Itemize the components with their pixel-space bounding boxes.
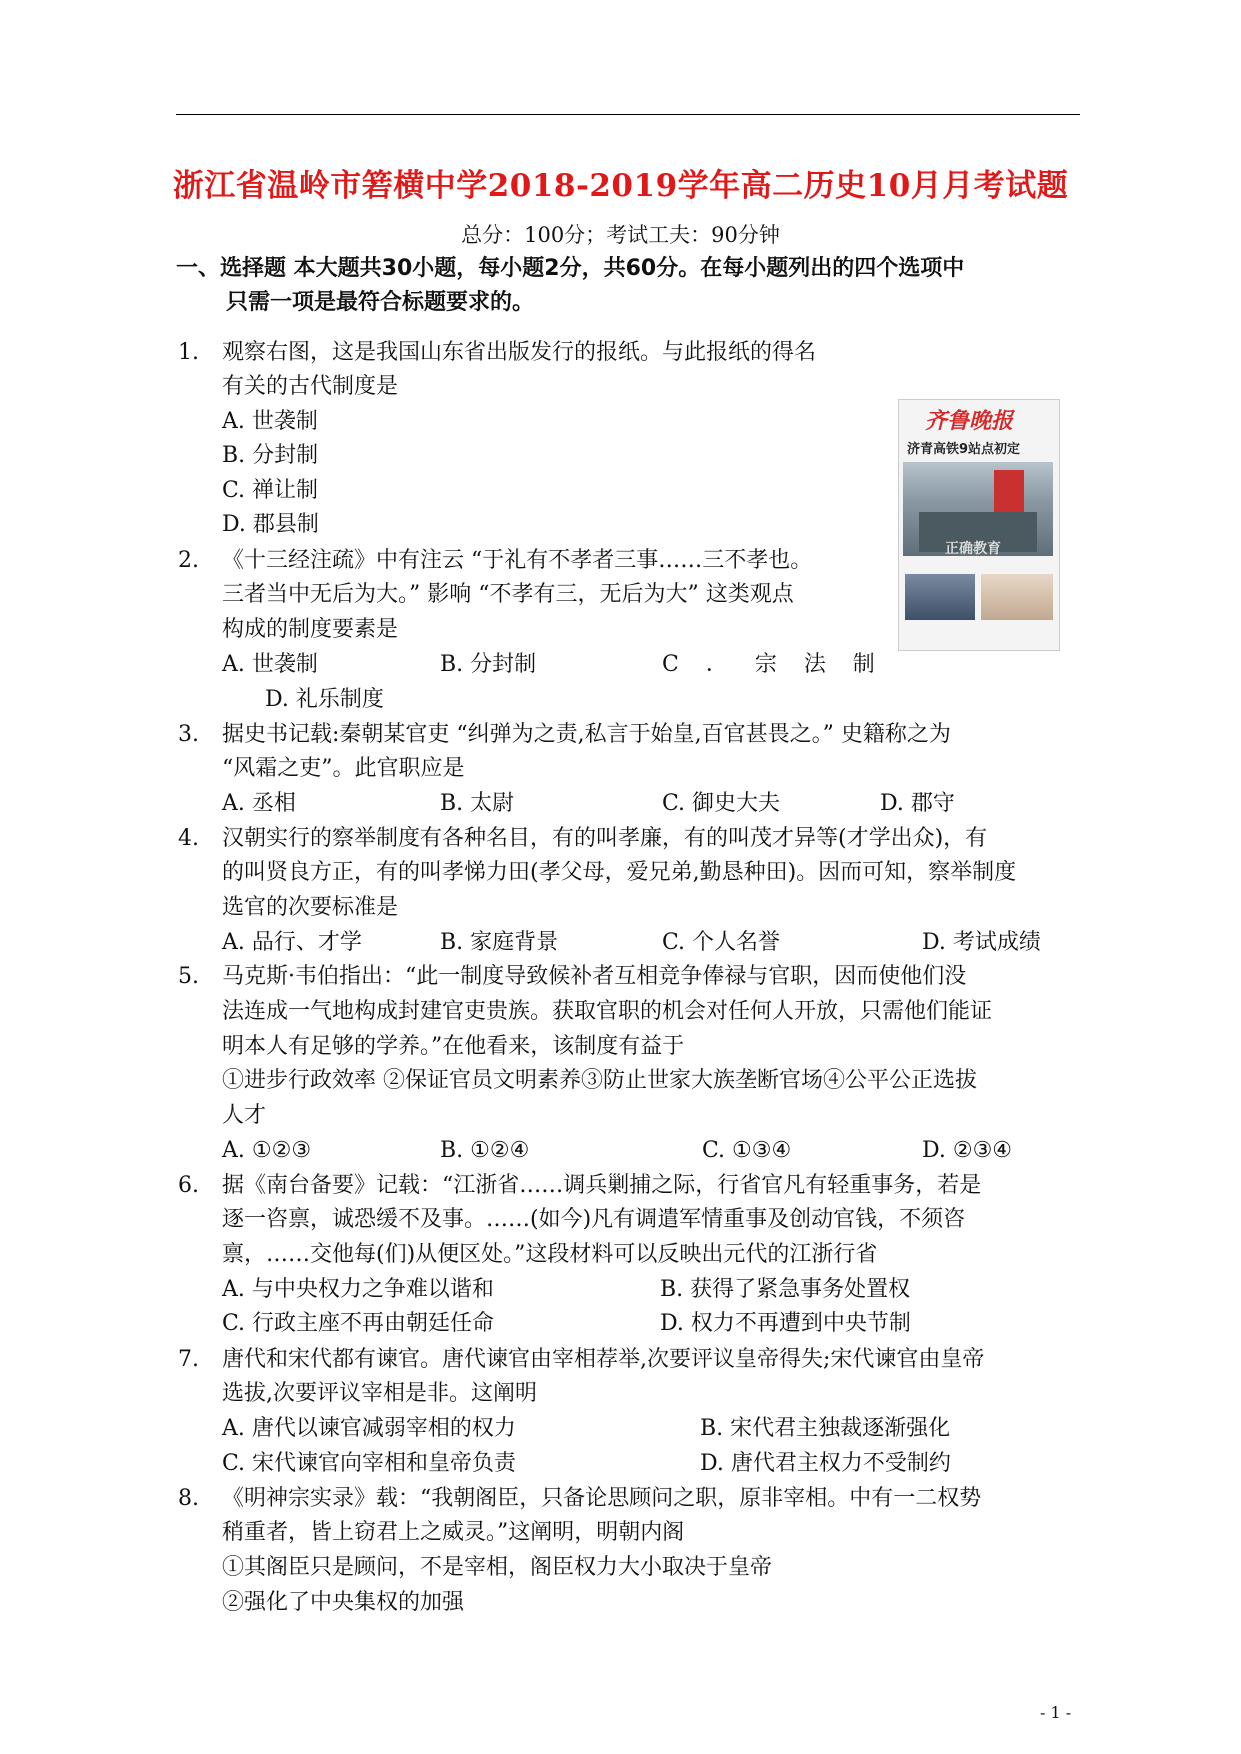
question-2-line2: 三者当中无后为大。” 影响 “不孝有三，无后为大” 这类观点 bbox=[222, 582, 794, 607]
question-8-number: 8. bbox=[178, 1486, 199, 1511]
question-4-line1: 汉朝实行的察举制度有各种名目，有的叫孝廉，有的叫茂才异等(才学出众)，有 bbox=[222, 826, 988, 851]
question-7-number: 7. bbox=[178, 1347, 199, 1372]
question-1-line2: 有关的古代制度是 bbox=[222, 374, 399, 399]
question-8-line1: 《明神宗实录》载：“我朝阁臣，只备论思顾问之职，原非宰相。中有一二权势 bbox=[222, 1486, 982, 1511]
page-title: 浙江省温岭市箬横中学2018-2019学年高二历史10月月考试题 bbox=[172, 168, 1069, 204]
question-5-line4: ①进步行政效率 ②保证官员文明素养③防止世家大族垄断官场④公平公正选拔 bbox=[222, 1068, 977, 1093]
question-7-option-a: A. 唐代以谏官减弱宰相的权力 bbox=[222, 1416, 516, 1441]
question-4-number: 4. bbox=[178, 826, 199, 851]
section-heading-line1: 一、选择题 本大题共30小题，每小题2分，共60分。在每小题列出的四个选项中 bbox=[176, 256, 965, 281]
question-4-option-d: D. 考试成绩 bbox=[922, 930, 1041, 955]
question-5-option-b: B. ①②④ bbox=[440, 1138, 530, 1163]
question-2-option-c: C ． 宗 法 制 bbox=[662, 652, 885, 677]
question-3-number: 3. bbox=[178, 722, 199, 747]
question-7-option-c: C. 宋代谏官向宰相和皇帝负责 bbox=[222, 1451, 517, 1476]
question-6-option-d: D. 权力不再遭到中央节制 bbox=[660, 1311, 911, 1336]
newspaper-watermark: 正确教育 bbox=[945, 541, 1001, 557]
question-7-option-b: B. 宋代君主独裁逐渐强化 bbox=[700, 1416, 951, 1441]
question-5-option-a: A. ①②③ bbox=[222, 1138, 312, 1163]
question-1-option-b: B. 分封制 bbox=[222, 443, 319, 468]
question-4-option-a: A. 品行、才学 bbox=[222, 930, 362, 955]
question-2-option-a: A. 世袭制 bbox=[222, 652, 318, 677]
newspaper-image bbox=[898, 399, 1060, 651]
question-3-line2: “风霜之吏”。此官职应是 bbox=[222, 756, 465, 781]
question-3-line1: 据史书记载:秦朝某官吏 “纠弹为之责,私言于始皇,百官甚畏之。” 史籍称之为 bbox=[222, 722, 951, 747]
newspaper-masthead: 齐鲁晚报 bbox=[925, 408, 1014, 434]
question-5-line3: 明本人有足够的学养。”在他看来，该制度有益于 bbox=[222, 1034, 685, 1059]
newspaper-photo-2 bbox=[905, 574, 975, 620]
question-6-line1: 据《南台备要》记载：“江浙省……调兵剿捕之际，行省官凡有轻重事务，若是 bbox=[222, 1173, 982, 1198]
newspaper-flag-graphic bbox=[994, 470, 1024, 512]
question-1-option-d: D. 郡县制 bbox=[222, 512, 319, 537]
question-3-option-d: D. 郡守 bbox=[880, 791, 955, 816]
question-4-option-b: B. 家庭背景 bbox=[440, 930, 559, 955]
question-3-option-a: A. 丞相 bbox=[222, 791, 296, 816]
question-5-line5: 人才 bbox=[222, 1103, 267, 1128]
question-1-option-a: A. 世袭制 bbox=[222, 409, 318, 434]
exam-info: 总分：100分；考试工夫：90分钟 bbox=[461, 223, 780, 247]
question-6-option-b: B. 获得了紧急事务处置权 bbox=[660, 1277, 911, 1302]
question-4-line2: 的叫贤良方正，有的叫孝悌力田(孝父母，爱兄弟,勤恳种田)。因而可知，察举制度 bbox=[222, 860, 1017, 885]
header-rule bbox=[176, 114, 1080, 115]
question-1-number: 1. bbox=[178, 340, 199, 365]
question-5-line2: 法连成一气地构成封建官吏贵族。获取官职的机会对任何人开放，只需他们能证 bbox=[222, 999, 993, 1024]
question-2-line1: 《十三经注疏》中有注云 “于礼有不孝者三事……三不孝也。 bbox=[222, 548, 813, 573]
question-6-line2: 逐一咨禀，诚恐缓不及事。……(如今)凡有调遣军情重事及创动官钱，不须咨 bbox=[222, 1207, 966, 1232]
question-3-option-b: B. 太尉 bbox=[440, 791, 515, 816]
question-5-option-c: C. ①③④ bbox=[702, 1138, 792, 1163]
question-3-option-c: C. 御史大夫 bbox=[662, 791, 781, 816]
question-2-option-d: D. 礼乐制度 bbox=[265, 687, 384, 712]
question-2-line3: 构成的制度要素是 bbox=[222, 617, 399, 642]
section-heading bbox=[176, 252, 1076, 320]
question-4-line3: 选官的次要标准是 bbox=[222, 895, 399, 920]
question-6-option-a: A. 与中央权力之争难以谐和 bbox=[222, 1277, 494, 1302]
question-6-option-c: C. 行政主座不再由朝廷任命 bbox=[222, 1311, 495, 1336]
question-7-line2: 选拔,次要评议宰相是非。这阐明 bbox=[222, 1381, 537, 1406]
question-8-line4: ②强化了中央集权的加强 bbox=[222, 1590, 465, 1615]
question-7-option-d: D. 唐代君主权力不受制约 bbox=[700, 1451, 951, 1476]
question-2-number: 2. bbox=[178, 548, 199, 573]
newspaper-headline: 济青高铁9站点初定 bbox=[907, 442, 1021, 457]
question-7-line1: 唐代和宋代都有谏官。唐代谏官由宰相荐举,次要评议皇帝得失;宋代谏官由皇帝 bbox=[222, 1347, 985, 1372]
question-4-option-c: C. 个人名誉 bbox=[662, 930, 781, 955]
question-1-line1: 观察右图，这是我国山东省出版发行的报纸。与此报纸的得名 bbox=[222, 340, 817, 365]
question-8-line3: ①其阁臣只是顾问，不是宰相，阁臣权力大小取决于皇帝 bbox=[222, 1555, 773, 1580]
question-6-line3: 禀，……交他每(们)从便区处。”这段材料可以反映出元代的江浙行省 bbox=[222, 1242, 878, 1267]
question-1-option-c: C. 禅让制 bbox=[222, 478, 319, 503]
page-number: - 1 - bbox=[1040, 1703, 1072, 1722]
question-5-line1: 马克斯·韦伯指出：“此一制度导致候补者互相竞争俸禄与官职，因而使他们没 bbox=[222, 964, 967, 989]
newspaper-photo-3 bbox=[981, 574, 1053, 620]
question-5-option-d: D. ②③④ bbox=[922, 1138, 1013, 1163]
question-6-number: 6. bbox=[178, 1173, 199, 1198]
question-8-line2: 稍重者，皆上窃君上之威灵。”这阐明，明朝内阁 bbox=[222, 1520, 685, 1545]
question-2-option-b: B. 分封制 bbox=[440, 652, 537, 677]
question-5-number: 5. bbox=[178, 964, 199, 989]
section-heading-line2: 只需一项是最符合标题要求的。 bbox=[226, 290, 535, 315]
